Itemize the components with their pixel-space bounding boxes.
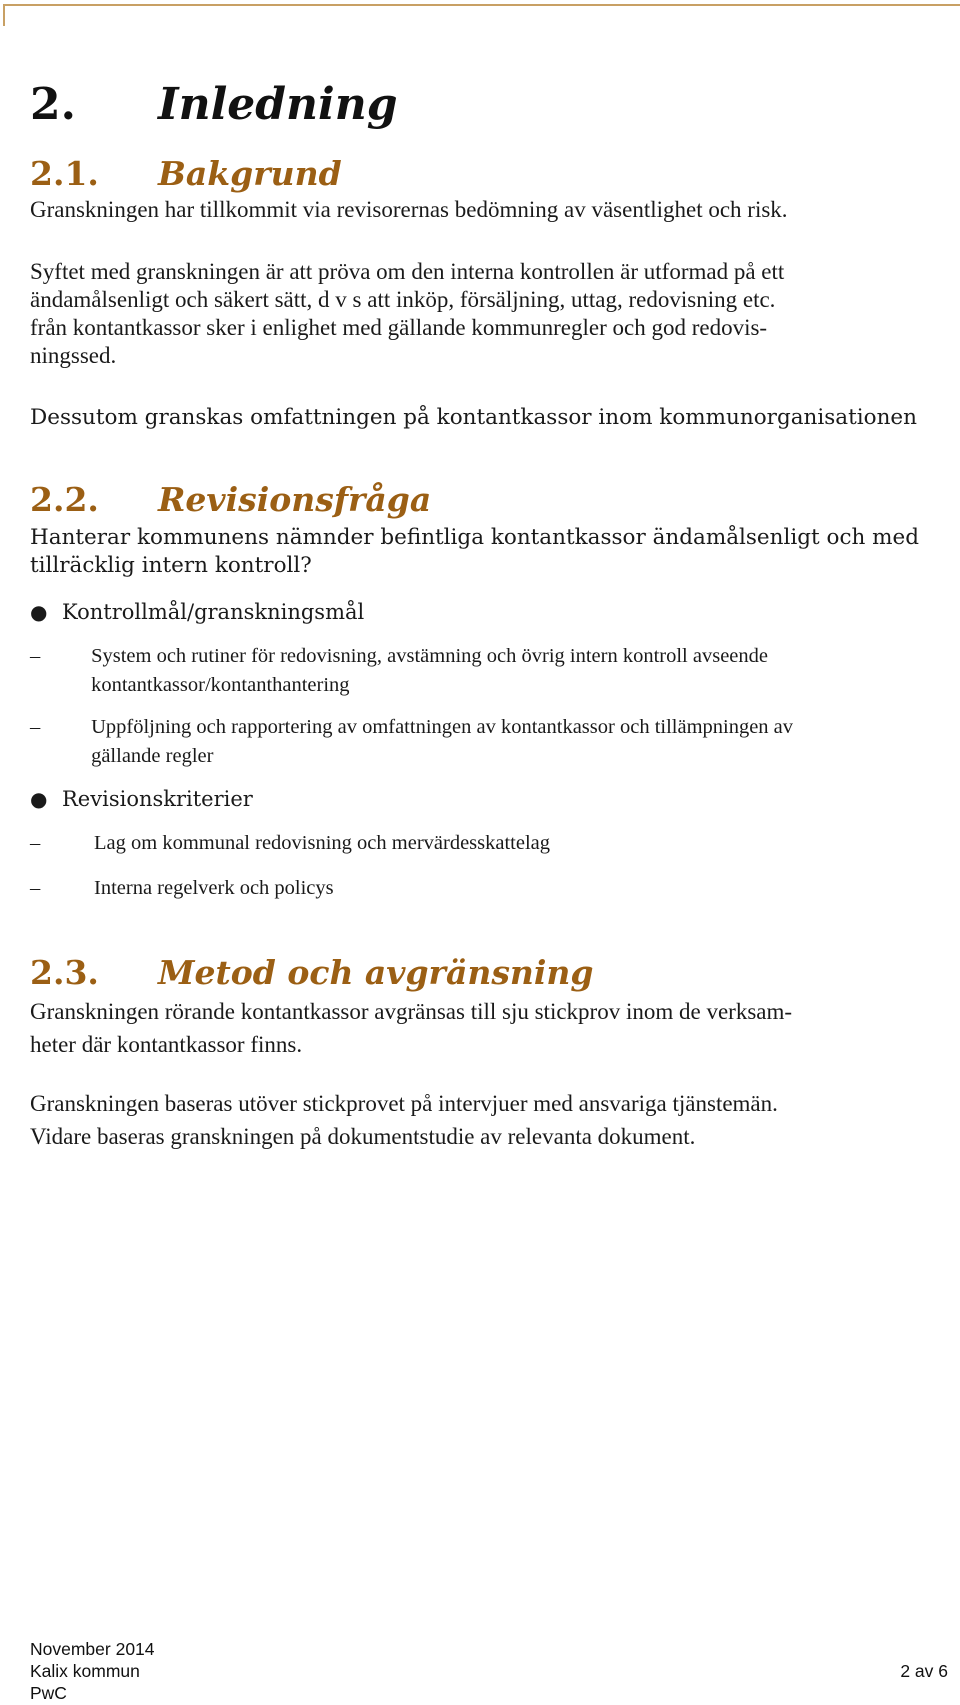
paragraph-avgransning — [30, 995, 950, 1061]
text-line: ningssed. — [30, 343, 117, 368]
dash-item — [30, 829, 950, 858]
section-title: Revisionsfråga — [158, 480, 432, 519]
section-title: Metod och avgränsning — [158, 953, 594, 992]
dash-icon: – — [30, 716, 41, 738]
section-number: 2.1. — [30, 154, 99, 193]
page-number: 2 av 6 — [900, 1661, 948, 1681]
bullet-item — [30, 785, 950, 813]
text-line: gällande regler — [91, 745, 214, 767]
top-rule — [3, 4, 960, 6]
footer-company: PwC — [30, 1683, 67, 1703]
dash-icon: – — [30, 645, 41, 667]
dash-icon: – — [30, 877, 41, 899]
paragraph: Granskningen har tillkommit via revisorernas bedömning av väsentlighet och risk. — [30, 197, 788, 222]
footer-organization: Kalix kommun — [30, 1661, 140, 1681]
bullet-item — [30, 598, 950, 626]
chapter-number: 2. — [30, 79, 76, 130]
text-line: Uppföljning och rapportering av omfattningen av kontantkassor och tillämpningen av — [91, 716, 794, 738]
text-line: ändamålsenligt och säkert sätt, d v s att inköp, försäljning, uttag, redovisning etc. — [30, 287, 776, 312]
text-line: kontantkassor/kontanthantering — [91, 674, 350, 696]
section-number: 2.3. — [30, 953, 99, 992]
dash-item — [30, 713, 950, 771]
text-line: Granskningen baseras utöver stickprovet på intervjuer med ansvariga tjänstemän. — [30, 1091, 778, 1116]
dash-item — [30, 874, 950, 903]
dash-icon: – — [30, 832, 41, 854]
paragraph: Dessutom granskas omfattningen på kontantkassor inom kommunorganisationen — [30, 405, 917, 430]
text-line: tillräcklig intern kontroll? — [30, 553, 312, 578]
text-line: heter där kontantkassor finns. — [30, 1032, 303, 1057]
section-number: 2.2. — [30, 480, 99, 519]
chapter-heading — [30, 78, 950, 132]
page-footer — [30, 1638, 948, 1704]
bullet-text: Kontrollmål/granskningsmål — [62, 600, 365, 624]
footer-date: November 2014 — [30, 1639, 155, 1659]
section-heading-revisionsfraga — [30, 478, 950, 522]
text-line: Granskningen rörande kontantkassor avgränsas till sju stickprov inom de verksam- — [30, 999, 793, 1024]
text-line: från kontantkassor sker i enlighet med gällande kommunregler och god redovis- — [30, 315, 768, 340]
text-line: Vidare baseras granskningen på dokumentstudie av relevanta dokument. — [30, 1124, 696, 1149]
section-heading-metod — [30, 951, 950, 995]
section-heading-bakgrund — [30, 152, 950, 196]
document-page — [30, 78, 950, 1153]
bullet-icon: ● — [30, 600, 48, 624]
bullet-icon: ● — [30, 787, 48, 811]
text-line: Hanterar kommunens nämnder befintliga kontantkassor ändamålsenligt och med — [30, 525, 920, 550]
chapter-title: Inledning — [158, 79, 398, 130]
dash-text: Interna regelverk och policys — [94, 877, 334, 899]
text-line: Syftet med granskningen är att pröva om den interna kontrollen är utformad på ett — [30, 259, 785, 284]
revision-question — [30, 524, 950, 580]
dash-text: Lag om kommunal redovisning och mervärdesskattelag — [94, 832, 551, 854]
dash-item — [30, 642, 950, 700]
text-line: System och rutiner för redovisning, avstämning och övrig intern kontroll avseende — [91, 645, 768, 667]
bullet-text: Revisionskriterier — [62, 787, 253, 811]
paragraph-metod — [30, 1087, 950, 1153]
paragraph-syfte — [30, 258, 950, 370]
section-title: Bakgrund — [158, 154, 342, 193]
top-rule-corner — [3, 4, 5, 26]
